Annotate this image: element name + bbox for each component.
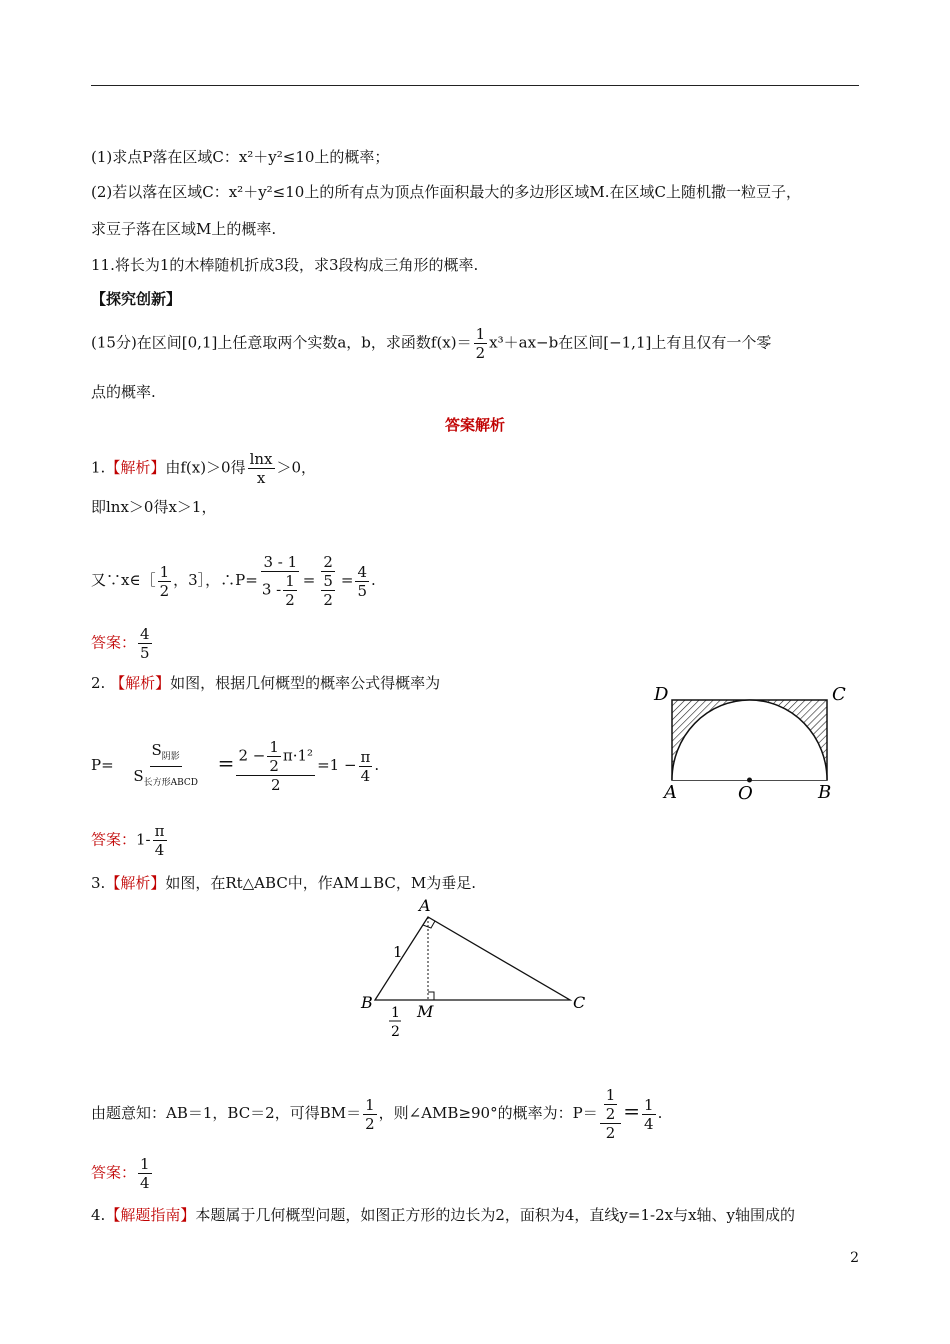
- frac-den: 2: [269, 757, 279, 775]
- frac-den: 2: [159, 581, 170, 600]
- answer-label: 答案：: [91, 633, 137, 652]
- label-C: C: [573, 993, 586, 1012]
- answer-4-line1: [91, 1205, 795, 1225]
- text: S: [133, 766, 144, 785]
- frac-den: 2: [605, 1105, 616, 1123]
- label-B: B: [818, 782, 832, 803]
- page-number: 2: [850, 1250, 859, 1266]
- analysis-tag: 【解析】: [105, 874, 166, 892]
- text: 本题属于几何概型问题，如图正方形的边长为2，面积为4，直线y=1-2x与x轴、y轴围成的: [195, 1206, 796, 1224]
- frac-den: [131, 767, 200, 792]
- fraction-1-over-4: [642, 1096, 656, 1133]
- equals: =: [302, 571, 316, 589]
- fraction-half: [267, 738, 281, 775]
- frac-num: π: [154, 822, 165, 840]
- answer-1-line1: [91, 450, 316, 487]
- center-point: [747, 778, 752, 783]
- period: .: [371, 571, 376, 589]
- text: ，则∠AMB≥90°的概率为：P＝: [378, 1104, 598, 1122]
- label-side-ab: 1: [393, 943, 403, 961]
- header-rule: [91, 85, 859, 86]
- text: 由题意知：AB＝1，BC＝2，可得BM＝: [91, 1104, 362, 1122]
- fraction-1-over-4: [138, 1155, 152, 1192]
- text: S: [151, 740, 162, 759]
- subscript: 长方形ABCD: [143, 777, 198, 788]
- subscript: 阴影: [161, 751, 180, 762]
- question-innovation-post: x³＋ax−b在区间[−1,1]上有且仅有一个零: [489, 333, 772, 352]
- analysis-tag: 【解析】: [110, 674, 171, 692]
- fraction-half: [283, 572, 297, 609]
- question-10-part1: (1)求点P落在区域C：x²＋y²≤10上的概率；: [91, 148, 390, 166]
- answers-heading: 答案解析: [444, 416, 505, 434]
- frac-den: x: [256, 469, 266, 487]
- frac-den: 2: [270, 776, 281, 794]
- question-10-part2: (2)若以落在区域C：x²＋y²≤10上的所有点为顶点作面积最大的多边形区域M.在区域C上随机撒一粒豆子，: [91, 183, 801, 201]
- frac-den: 2: [475, 344, 486, 362]
- question-innovation-pre: (15分)在区间[0,1]上任意取两个实数a，b，求函数f(x)＝: [91, 333, 472, 352]
- frac-den: 4: [360, 766, 371, 785]
- equals: =: [623, 1099, 641, 1123]
- answer-3-result: [91, 1155, 154, 1192]
- fraction-half: [474, 325, 488, 362]
- frac-num: [236, 738, 315, 776]
- fraction-probability: [260, 553, 301, 609]
- text: ，3］，∴P=: [173, 571, 258, 589]
- frac-num: 1: [365, 1095, 375, 1114]
- fraction-5-over-2: [321, 572, 335, 609]
- frac-num: [600, 1086, 622, 1124]
- frac-den: 2: [605, 1124, 616, 1142]
- frac-num: [150, 741, 182, 767]
- label-D: D: [654, 684, 669, 705]
- answer-2-formula: [91, 738, 379, 794]
- text: 如图，在Rt△ABC中，作AM⊥BC，M为垂足.: [165, 874, 477, 892]
- label-A: A: [664, 782, 677, 803]
- question-11: 11.将长为1的木棒随机折成3段，求3段构成三角形的概率.: [91, 256, 479, 274]
- label-A: A: [419, 896, 431, 915]
- question-innovation-cont: 点的概率.: [91, 383, 156, 401]
- text: 由f(x)＞0得: [165, 458, 246, 477]
- fraction-4-over-5: [355, 563, 369, 600]
- frac-num: 5: [323, 572, 333, 590]
- answer-1-line2: 即lnx＞0得x＞1，: [91, 498, 217, 516]
- fraction-half: [604, 1086, 618, 1123]
- label-M: M: [417, 1002, 434, 1021]
- fraction-half: [363, 1096, 377, 1133]
- right-angle-mark-m: [428, 992, 434, 1000]
- question-10-part2-cont: 求豆子落在区域M上的概率.: [91, 220, 277, 238]
- fraction-lnx-over-x: [248, 450, 275, 487]
- frac-num: lnx: [249, 450, 273, 468]
- fraction-half: [158, 563, 172, 600]
- frac-num: 3 - 1: [263, 553, 298, 571]
- fraction-pi-over-4: [359, 748, 373, 785]
- frac-num: 1: [140, 1155, 150, 1173]
- frac-den: [260, 572, 301, 609]
- frac-den: 4: [154, 841, 165, 859]
- frac-den: [317, 572, 339, 609]
- frac-den: 2: [323, 591, 333, 609]
- answer-number: 4.: [91, 1206, 106, 1224]
- triangle-abc: [375, 917, 570, 1000]
- answer-number: 3.: [91, 874, 106, 892]
- fraction-half-over-2: [600, 1086, 622, 1142]
- fraction-4-over-5: [138, 625, 152, 662]
- label-B: B: [361, 993, 373, 1012]
- right-triangle-figure: [355, 893, 595, 1043]
- frac-den: 4: [644, 1114, 654, 1133]
- answer-number: 2.: [91, 674, 106, 692]
- answer-1-result: [91, 625, 154, 662]
- equals: =: [340, 571, 354, 589]
- frac-num: 1: [159, 562, 170, 581]
- text: 3 -: [261, 580, 282, 599]
- answer-label: 答案：: [91, 1163, 137, 1182]
- text: 1-: [136, 830, 151, 849]
- frac-num: 4: [140, 625, 150, 643]
- frac-den: 5: [357, 581, 368, 600]
- text: 如图，根据几何概型的概率公式得概率为: [170, 674, 441, 692]
- analysis-tag: 【解析】: [105, 458, 166, 477]
- text: ＞0，: [276, 458, 317, 477]
- section-title: 【探究创新】: [91, 290, 182, 308]
- frac-den: 2: [285, 591, 295, 609]
- answer-2-result: [91, 822, 169, 859]
- answer-3-line1: [91, 873, 476, 893]
- answer-3-line2: [91, 1086, 662, 1142]
- frac-num: 1: [644, 1095, 654, 1114]
- answer-number: 1.: [91, 458, 106, 477]
- frac-den: 4: [140, 1174, 150, 1192]
- label-bm-den: 2: [391, 1024, 400, 1040]
- answer-1-line3: [91, 553, 376, 609]
- text: =1 −: [317, 756, 357, 774]
- fraction-area-ratio: [116, 741, 216, 792]
- equals: =: [217, 751, 235, 775]
- answer-2-line1: [91, 673, 440, 693]
- label-O: O: [738, 783, 753, 804]
- frac-den: 5: [140, 644, 150, 662]
- text: 2 −: [238, 746, 266, 765]
- label-bm-num: 1: [391, 1005, 400, 1021]
- period: .: [657, 1104, 663, 1122]
- answer-label: 答案：: [91, 830, 137, 849]
- frac-num: 2: [323, 553, 333, 571]
- question-innovation: [91, 325, 771, 362]
- text: P=: [91, 756, 114, 774]
- frac-num: 1: [285, 572, 295, 590]
- solution-guide-tag: 【解题指南】: [105, 1206, 196, 1224]
- text: π·1²: [282, 746, 314, 765]
- fraction-area-value: [236, 738, 315, 794]
- text: 又∵x∈［: [91, 571, 156, 589]
- fraction-pi-over-4: [153, 822, 167, 859]
- frac-num: 1: [269, 738, 279, 756]
- rectangle-semicircle-figure: [650, 678, 870, 808]
- period: .: [374, 756, 380, 774]
- frac-num: π: [360, 747, 371, 766]
- frac-den: 2: [365, 1114, 375, 1133]
- frac-num: 1: [475, 325, 486, 343]
- label-C: C: [832, 684, 846, 705]
- frac-num: 1: [605, 1086, 616, 1104]
- frac-num: 4: [357, 562, 368, 581]
- fraction-2-over-5-2: [317, 553, 339, 609]
